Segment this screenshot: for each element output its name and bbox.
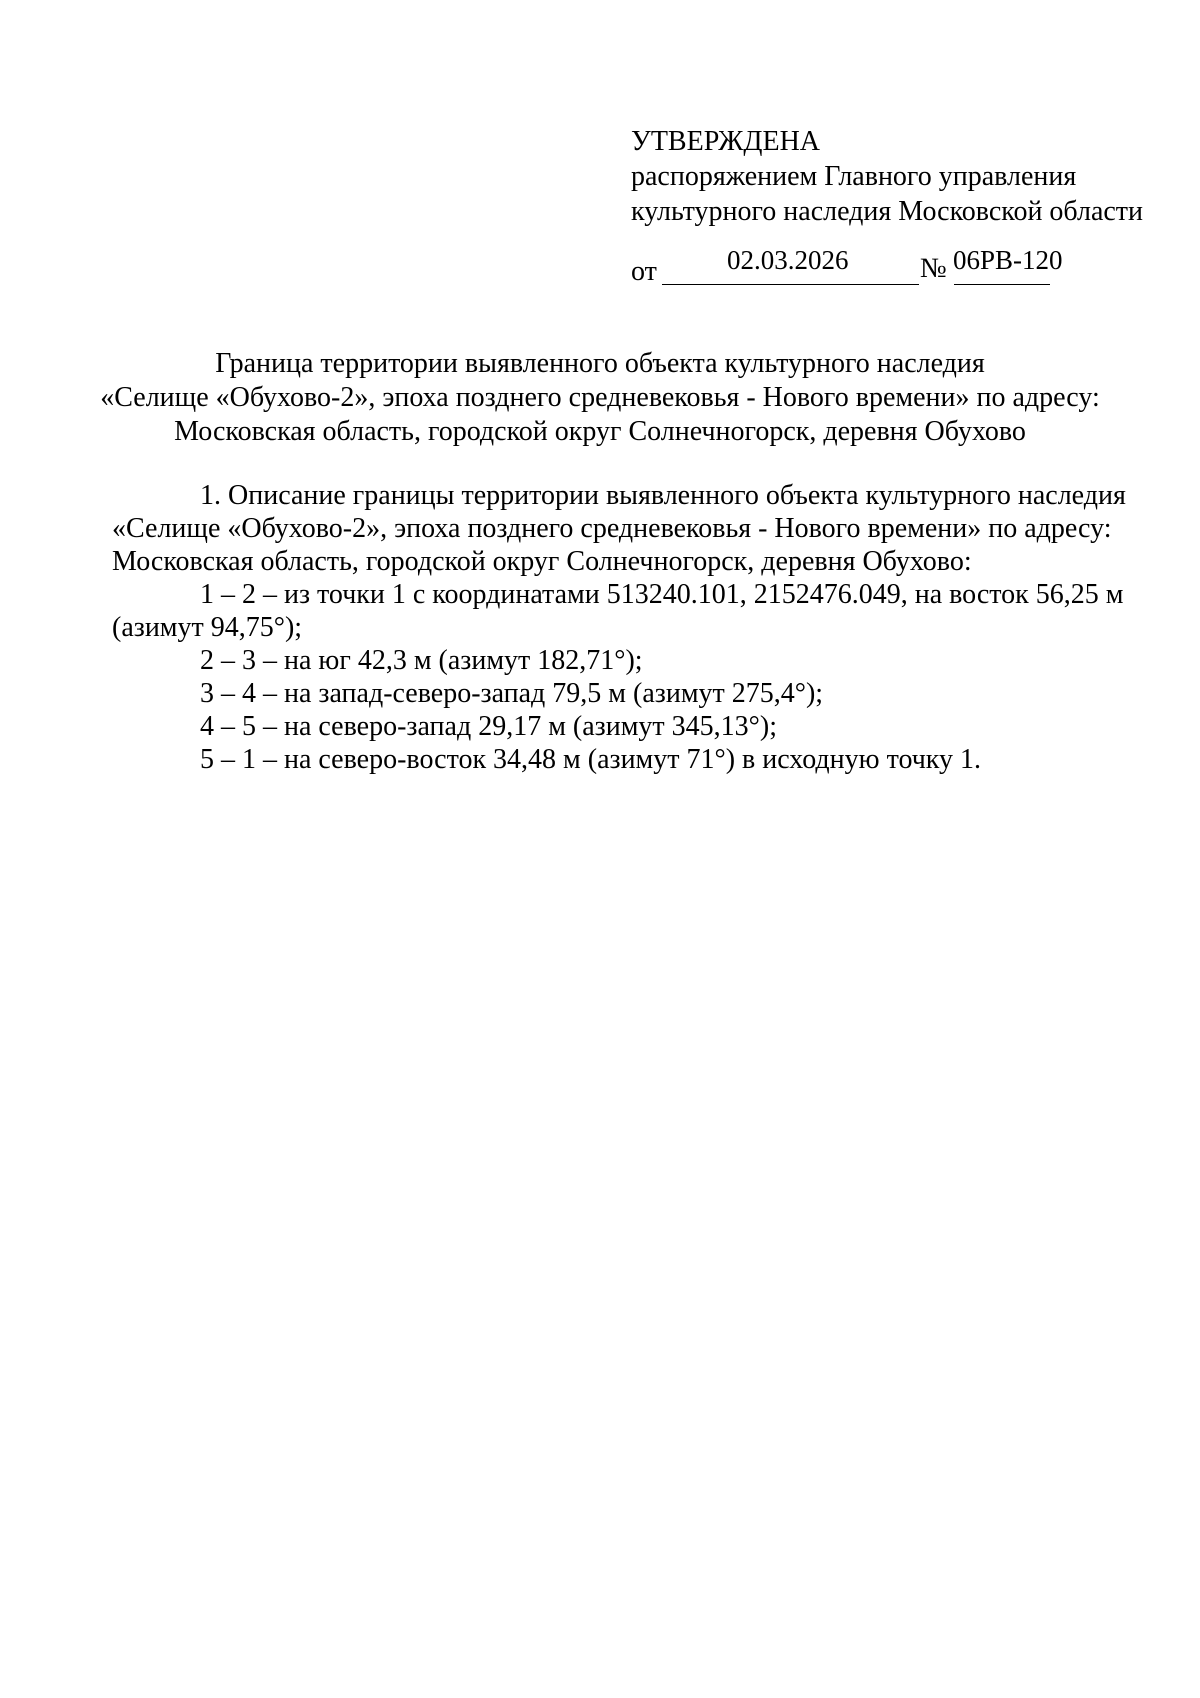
approval-line-2: культурного наследия Московской области [631, 196, 1144, 227]
segment-4-5: 4 – 5 – на северо-запад 29,17 м (азимут 345,13°); [200, 711, 777, 742]
boundary-description [112, 479, 1152, 776]
section-heading-line-1: 1. Описание границы территории выявленного объекта культурного наследия [200, 480, 1126, 511]
segment-3-4: 3 – 4 – на запад-северо-запад 79,5 м (азимут 275,4°); [200, 678, 824, 709]
approval-line-1: распоряжением Главного управления [631, 161, 1077, 192]
from-label: от [631, 256, 657, 287]
number-label: № [920, 253, 947, 284]
approval-block [631, 124, 1171, 229]
date-underline [662, 284, 919, 285]
number-underline [954, 284, 1050, 285]
section-heading-line-2: «Селище «Обухово-2», эпоха позднего средневековья - Нового времени» по адресу: [112, 513, 1112, 544]
title-line-2: «Селище «Обухово-2», эпоха позднего средневековья - Нового времени» по адресу: [100, 382, 1100, 413]
segment-1-2-continued: (азимут 94,75°); [112, 612, 303, 643]
section-heading-line-3: Московская область, городской округ Солнечногорск, деревня Обухово: [112, 546, 972, 577]
title-line-3: Московская область, городской округ Солнечногорск, деревня Обухово [174, 416, 1026, 447]
approval-heading: УТВЕРЖДЕНА [631, 126, 821, 157]
order-date: 02.03.2026 [727, 245, 849, 275]
document-title [100, 347, 1100, 449]
segment-5-1: 5 – 1 – на северо-восток 34,48 м (азимут 71°) в исходную точку 1. [200, 744, 982, 775]
segment-1-2: 1 – 2 – из точки 1 с координатами 513240.101, 2152476.049, на восток 56,25 м [200, 579, 1124, 610]
title-line-1: Граница территории выявленного объекта культурного наследия [215, 348, 985, 379]
order-reference [631, 246, 1081, 286]
segment-2-3: 2 – 3 – на юг 42,3 м (азимут 182,71°); [200, 645, 643, 676]
order-number: 06РВ-120 [953, 245, 1063, 275]
